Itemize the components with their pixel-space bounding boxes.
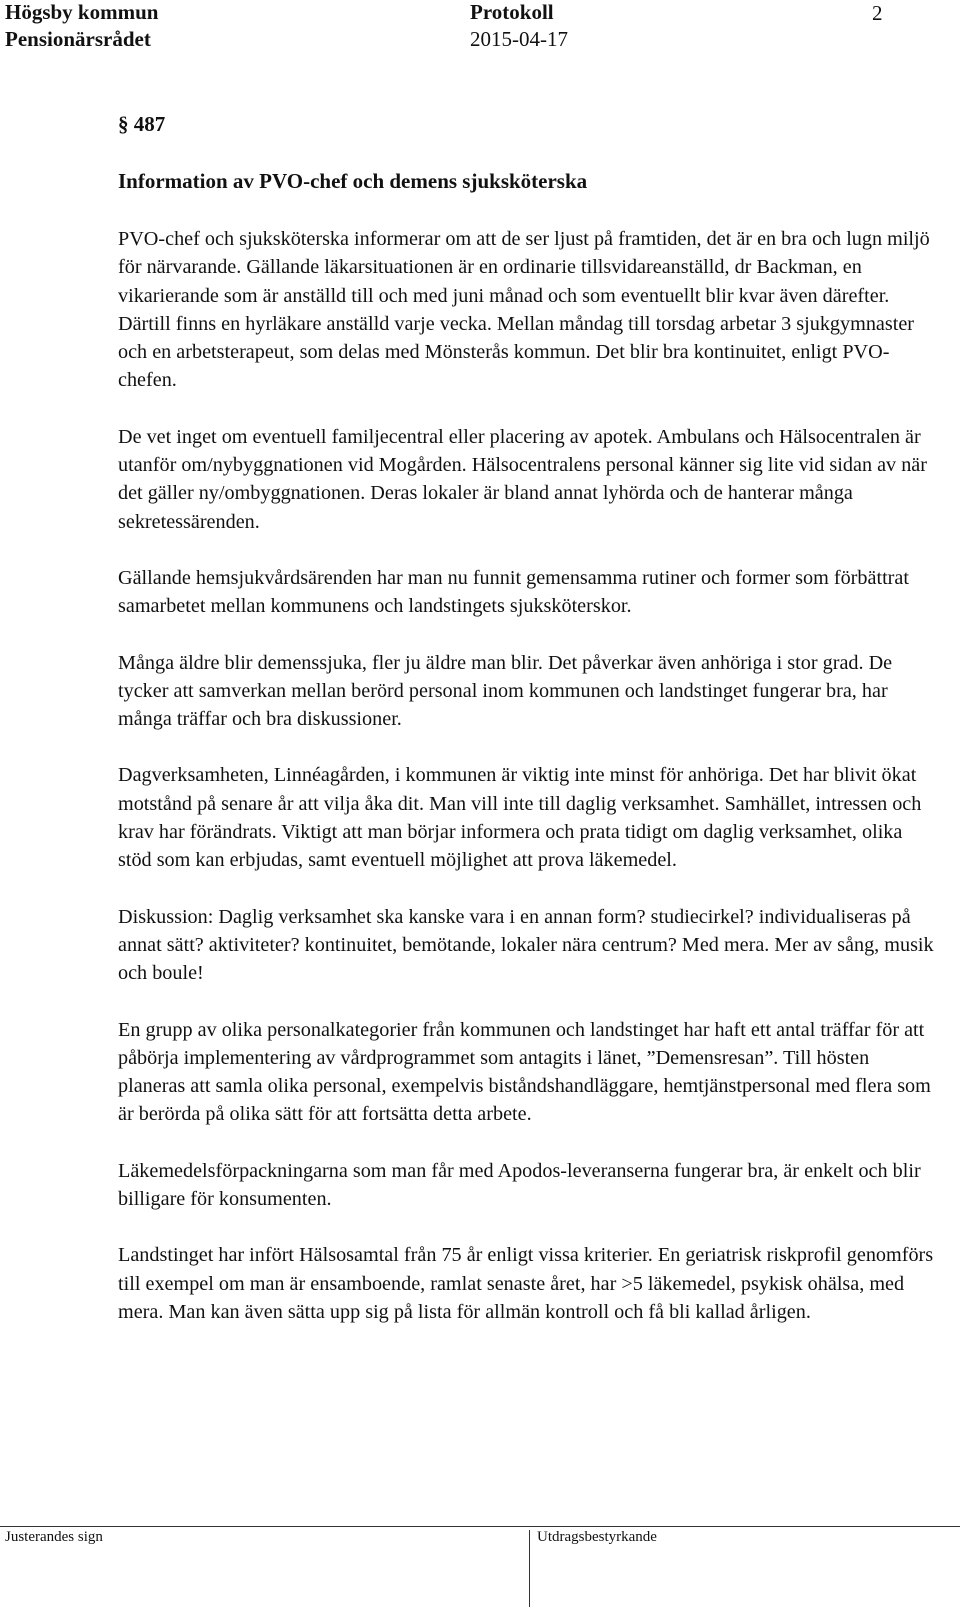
header-page-number: 2 [872,1,883,25]
paragraph: Diskussion: Daglig verksamhet ska kanske vara i en annan form? studiecirkel? individualiseras på annat sätt? aktiviteter? kontinuitet, bemötande, lokaler nära centrum? Med mera. Mer av sång, musik och boule! [118,905,934,985]
protocol-body [118,225,938,1354]
paragraph: De vet inget om eventuell familjecentral eller placering av apotek. Ambulans och Hälsocentralen är utanför om/nybyggnationen vid Mogården. Hälsocentralens personal känner sig lite vid sidan av när det gäller ny/ombyggnationen. Deras lokaler är bland annat lyhörda och de hanterar många sekretessärenden. [118,425,927,533]
paragraph: Gällande hemsjukvårdsärenden har man nu funnit gemensamma rutiner och former som förbättrat samarbetet mellan kommunens och landstingets sjuksköterskor. [118,566,909,618]
paragraph: En grupp av olika personalkategorier från kommunen och landstinget har haft ett antal träffar för att påbörja implementering av vårdprogrammet som antagits i länet, ”Demensresan”. Till hösten planeras att samla olika personal, exempelvis biståndshandläggare, hemtjänstpersonal med flera som är berörda på olika sätt för att fortsätta detta arbete. [118,1018,931,1126]
footer-utdrag-label: Utdragsbestyrkande [537,1529,657,1545]
paragraph: Många äldre blir demenssjuka, fler ju äldre man blir. Det påverkar även anhöriga i stor grad. De tycker att samverkan mellan berörd personal inom kommunen och landstinget fungerar bra, har många träffar och bra diskussioner. [118,651,893,731]
section-title: Information av PVO-chef och demens sjuksköterska [118,169,588,193]
paragraph: Dagverksamheten, Linnéagården, i kommunen är viktig inte minst för anhöriga. Det har blivit ökat motstånd på senare år att vilja åka dit. Man vill inte till daglig verksamhet. Samhället, intressen och krav har förändrats. Viktigt att man börjar informera och prata tidigt om daglig verksamhet, olika stöd som kan erbjudas, samt eventuell möjlighet att prova läkemedel. [118,764,922,872]
footer-divider [0,1526,960,1527]
section-number: § 487 [118,112,166,136]
header-doc-type: Protokoll [470,0,554,24]
header-org: Högsby kommun [5,0,159,24]
header-date: 2015-04-17 [470,27,568,51]
paragraph: PVO-chef och sjuksköterska informerar om att de ser ljust på framtiden, det är en bra och lugn miljö för närvarande. Gällande läkarsituationen är en ordinarie tillsvidareanställd, dr Backman, en vikarierande som är anställd till och med juni månad och som eventuellt blir kvar även därefter. Därtill finns en hyrläkare anställd varje vecka. Mellan måndag till torsdag arbetar 3 sjukgymnaster och en arbetsterapeut, som delas med Mönsterås kommun. Det blir bra kontinuitet, enligt PVO-chefen. [118,228,930,392]
paragraph: Landstinget har infört Hälsosamtal från 75 år enligt vissa kriterier. En geriatrisk riskprofil genomförs till exempel om man är ensamboende, ramlat senaste året, har >5 läkemedel, psykisk ohälsa, med mera. Man kan även sätta upp sig på lista för allmän kontroll och få bli kallad årligen. [118,1244,934,1323]
footer-justerandes-label: Justerandes sign [5,1529,103,1545]
paragraph: Läkemedelsförpackningarna som man får med Apodos-leveranserna fungerar bra, är enkelt och blir billigare för konsumenten. [118,1159,921,1211]
header-committee: Pensionärsrådet [5,27,151,51]
